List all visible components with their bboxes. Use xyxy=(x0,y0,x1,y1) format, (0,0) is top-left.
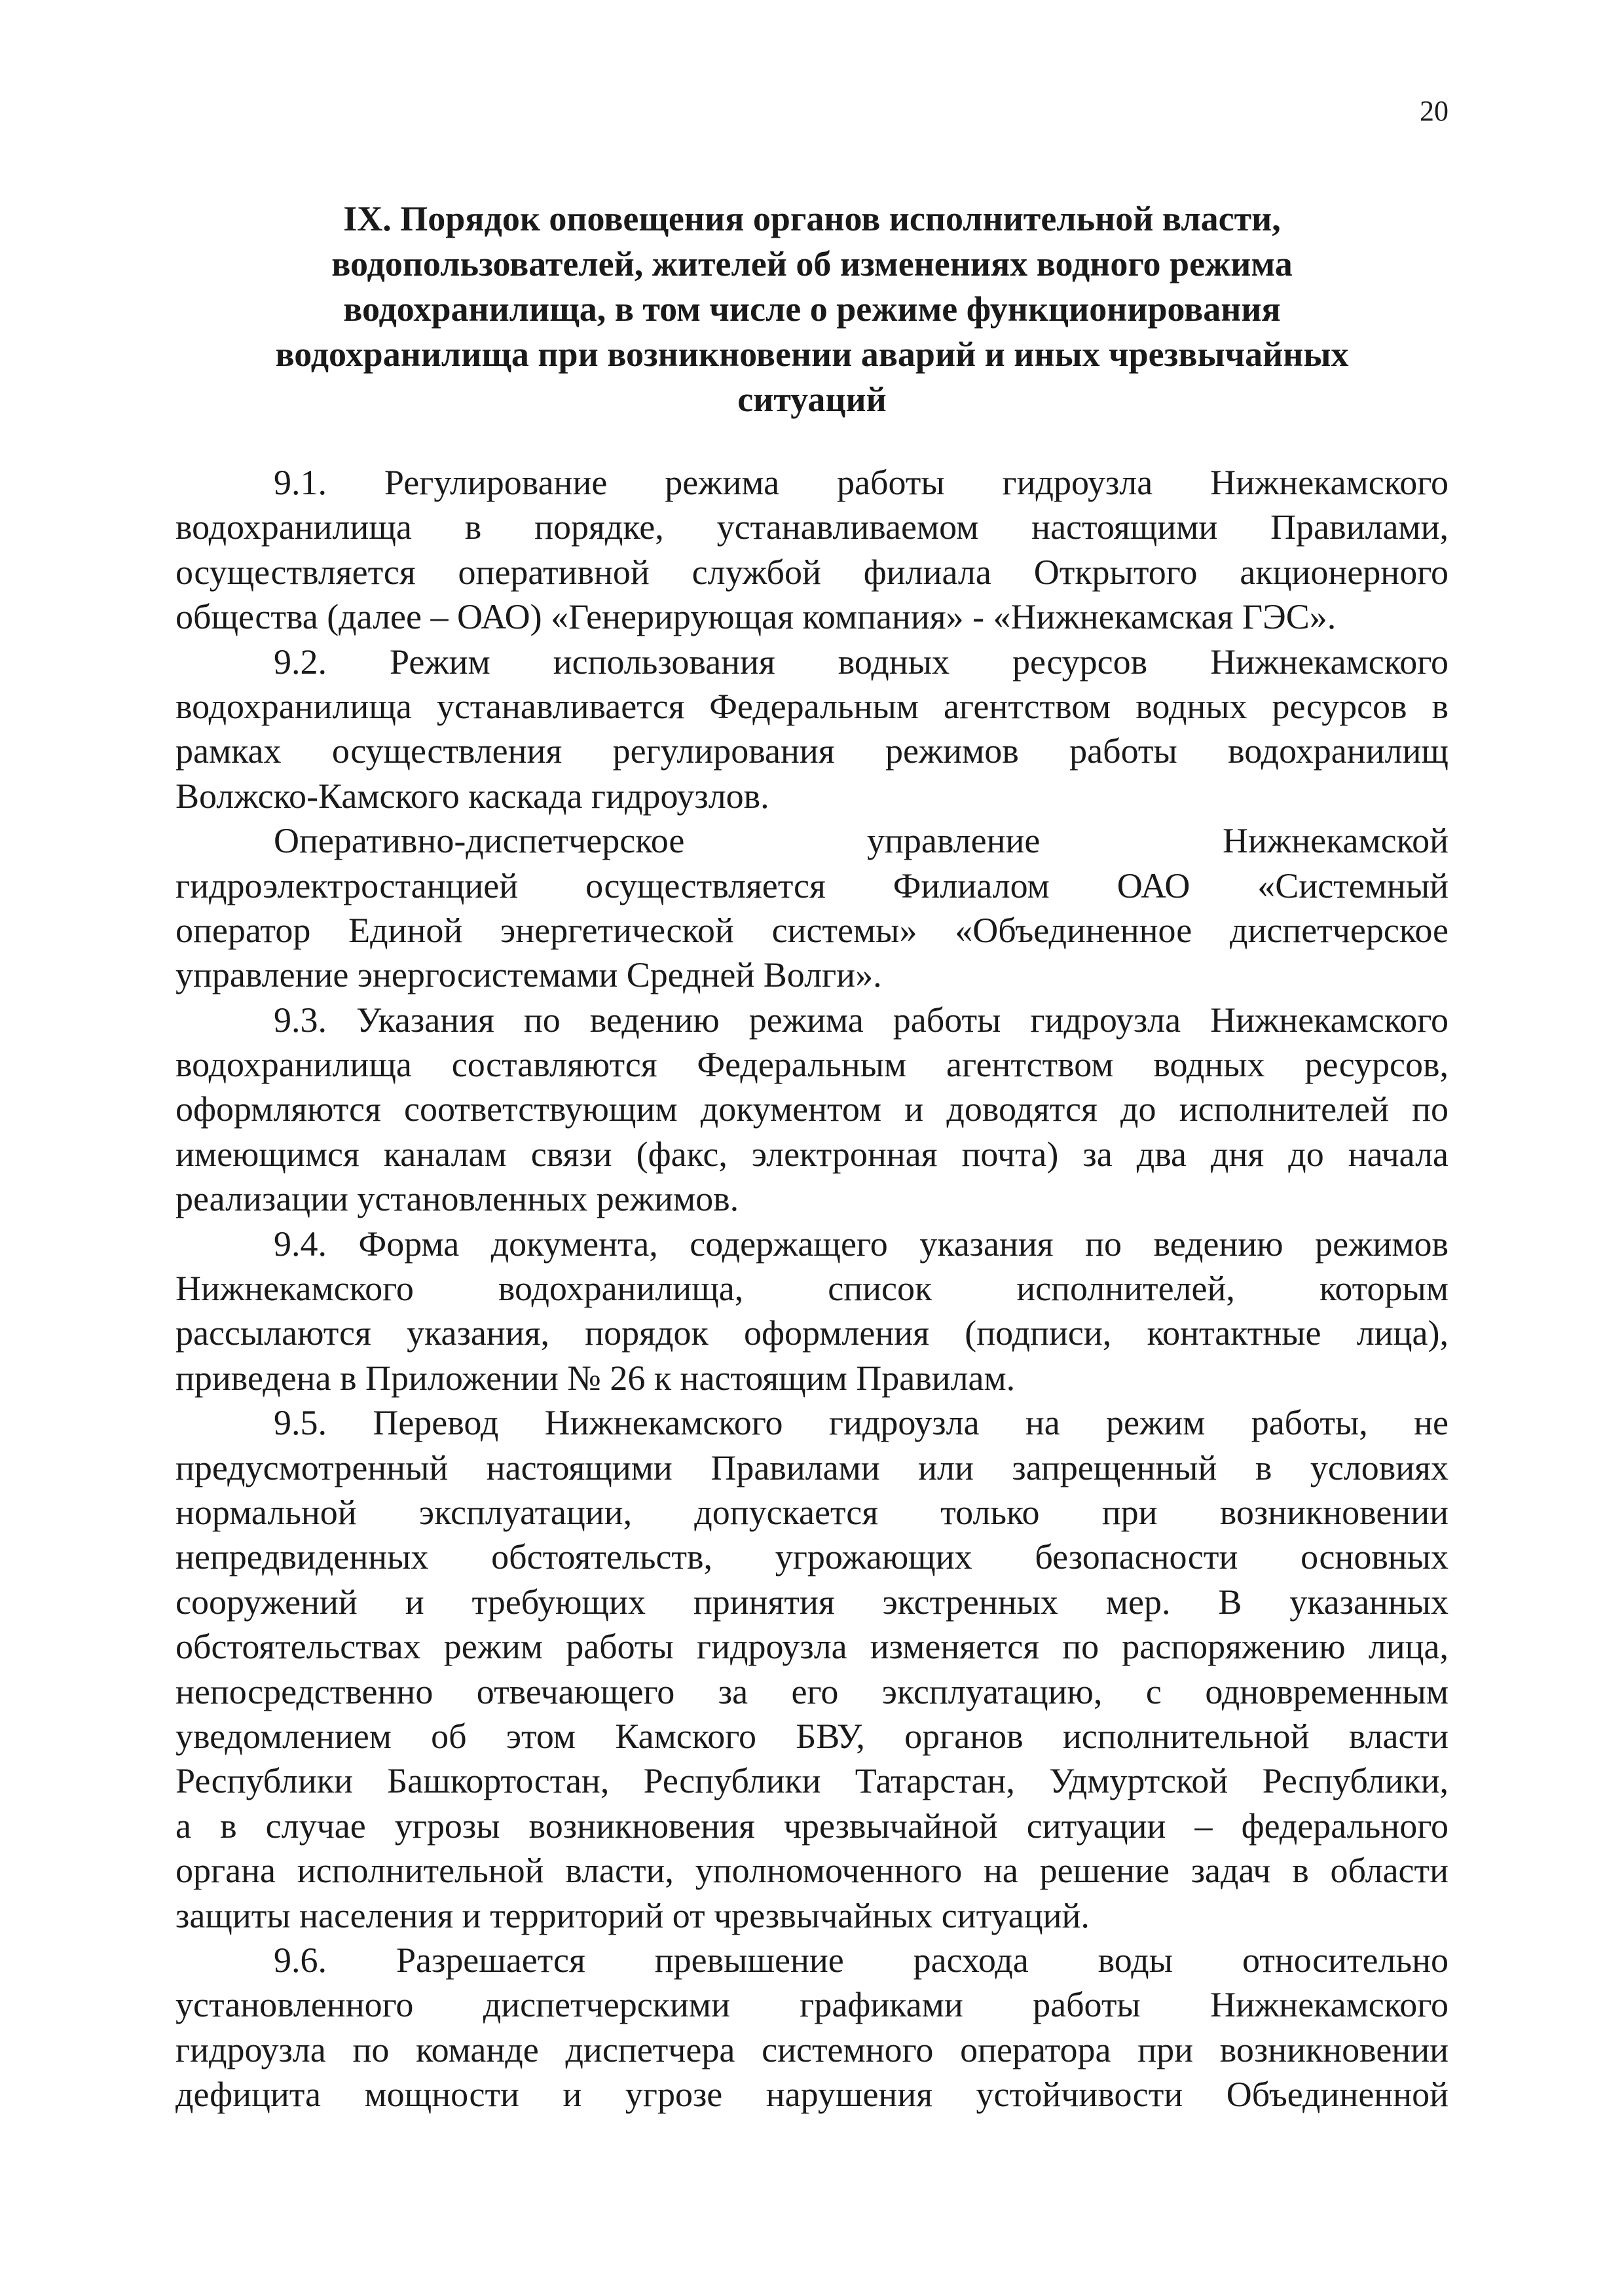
paragraph-line: рамках осуществления регулирования режимов работы водохранилищ xyxy=(175,731,1449,771)
paragraph xyxy=(175,998,1449,1222)
paragraph-line: 9.2. Режим использования водных ресурсов Нижнекамского xyxy=(274,642,1449,682)
paragraph xyxy=(175,1400,1449,1938)
paragraph xyxy=(175,460,1449,640)
paragraph-line: а в случае угрозы возникновения чрезвычайной ситуации – федерального xyxy=(175,1806,1449,1846)
paragraph-line: рассылаются указания, порядок оформления (подписи, контактные лица), xyxy=(175,1313,1449,1353)
paragraph-line: защиты населения и территорий от чрезвычайных ситуаций. xyxy=(175,1895,1090,1935)
heading-line: водохранилища при возникновении аварий и иных чрезвычайных xyxy=(275,335,1349,374)
paragraph-line: водохранилища составляются Федеральным агентством водных ресурсов, xyxy=(175,1045,1449,1085)
paragraph-line: гидроузла по команде диспетчера системного оператора при возникновении xyxy=(175,2030,1449,2069)
paragraph xyxy=(175,1938,1449,2117)
paragraph-line: водохранилища устанавливается Федеральным агентством водных ресурсов в xyxy=(175,686,1449,726)
heading-line: водопользователей, жителей об изменениях водного режима xyxy=(331,244,1293,283)
page-number: 20 xyxy=(1420,95,1449,127)
paragraph-line: реализации установленных режимов. xyxy=(175,1179,739,1219)
paragraph-line: Нижнекамского водохранилища, список исполнителей, которым xyxy=(175,1269,1449,1309)
paragraph-line: непредвиденных обстоятельств, угрожающих безопасности основных xyxy=(175,1537,1449,1577)
paragraph xyxy=(175,640,1449,819)
paragraph-line: осуществляется оперативной службой филиала Открытого акционерного xyxy=(175,552,1449,592)
paragraph-line: нормальной эксплуатации, допускается только при возникновении xyxy=(175,1492,1449,1532)
paragraph-line: обстоятельствах режим работы гидроузла изменяется по распоряжению лица, xyxy=(175,1627,1449,1667)
paragraph-line: установленного диспетчерскими графиками работы Нижнекамского xyxy=(175,1985,1449,2025)
paragraph-line: общества (далее – ОАО) «Генерирующая компания» - «Нижнекамская ГЭС». xyxy=(175,597,1337,637)
paragraph-line: приведена в Приложении № 26 к настоящим Правилам. xyxy=(175,1358,1016,1398)
paragraph-line: имеющимся каналам связи (факс, электронная почта) за два дня до начала xyxy=(175,1134,1449,1174)
paragraph-line: 9.5. Перевод Нижнекамского гидроузла на режим работы, не xyxy=(274,1403,1449,1443)
paragraph-line: Республики Башкортостан, Республики Татарстан, Удмуртской Республики, xyxy=(175,1761,1449,1801)
paragraph-line: 9.6. Разрешается превышение расхода воды относительно xyxy=(274,1940,1449,1980)
document-body xyxy=(175,460,1449,2117)
paragraph-line: Оперативно-диспетчерское управление Нижнекамской xyxy=(274,821,1449,861)
paragraph-line: 9.1. Регулирование режима работы гидроузла Нижнекамского xyxy=(274,463,1449,502)
paragraph xyxy=(175,1222,1449,1401)
paragraph-line: предусмотренный настоящими Правилами или запрещенный в условиях xyxy=(175,1448,1449,1487)
paragraph-line: управление энергосистемами Средней Волги». xyxy=(175,955,882,995)
section-heading xyxy=(175,196,1449,422)
heading-line: ситуаций xyxy=(737,380,887,419)
paragraph-line: сооружений и требующих принятия экстренных мер. В указанных xyxy=(175,1582,1449,1622)
paragraph-line: Волжско-Камского каскада гидроузлов. xyxy=(175,776,769,816)
paragraph-line: органа исполнительной власти, уполномоченного на решение задач в области xyxy=(175,1851,1449,1891)
paragraph-line: дефицита мощности и угрозе нарушения устойчивости Объединенной xyxy=(175,2075,1449,2115)
paragraph-line: 9.3. Указания по ведению режима работы гидроузла Нижнекамского xyxy=(274,1000,1449,1040)
heading-line: IX. Порядок оповещения органов исполнительной власти, xyxy=(343,199,1281,238)
heading-line: водохранилища, в том числе о режиме функционирования xyxy=(343,289,1281,329)
paragraph-line: водохранилища в порядке, устанавливаемом настоящими Правилами, xyxy=(175,507,1449,547)
paragraph-line: гидроэлектростанцией осуществляется Филиалом ОАО «Системный xyxy=(175,866,1449,905)
paragraph-line: непосредственно отвечающего за его эксплуатацию, с одновременным xyxy=(175,1671,1449,1711)
paragraph-line: оператор Единой энергетической системы» «Объединенное диспетчерское xyxy=(175,910,1449,950)
paragraph-line: уведомлением об этом Камского БВУ, органов исполнительной власти xyxy=(175,1716,1449,1756)
paragraph xyxy=(175,818,1449,998)
paragraph-line: оформляются соответствующим документом и доводятся до исполнителей по xyxy=(175,1089,1449,1129)
paragraph-line: 9.4. Форма документа, содержащего указания по ведению режимов xyxy=(274,1224,1449,1264)
